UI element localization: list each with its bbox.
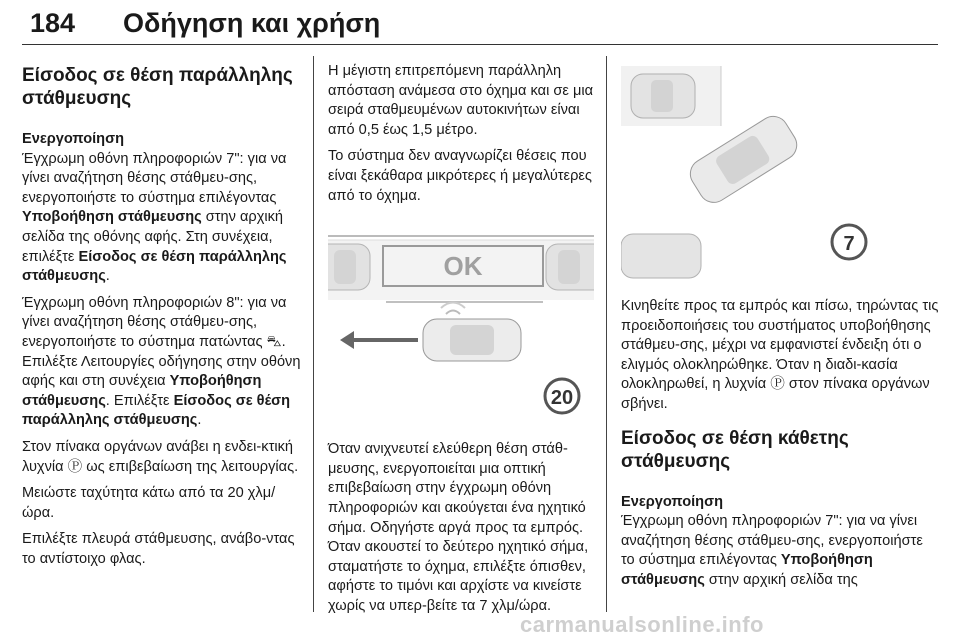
figure-step-badge: 7: [843, 233, 855, 255]
ok-label: OK: [443, 251, 483, 282]
column-2: [328, 52, 596, 624]
paragraph-recognition: Το σύστημα δεν αναγνωρίζει θέσεις που είναι ξεκάθαρα μικρότερες ή μεγαλύτερες από το όχημα.: [328, 148, 592, 204]
section-heading-perpendicular: Είσοδος σε θέση κάθετης στάθμευσης: [621, 427, 849, 472]
subheading-activation: Ενεργοποίηση: [22, 131, 124, 147]
page-number: 184: [30, 8, 76, 38]
parked-car-bottom: [621, 234, 701, 278]
parked-car-left: [328, 244, 370, 290]
moving-car: [423, 319, 521, 361]
page-header: [22, 6, 938, 42]
paragraph-maneuver: Κινηθείτε προς τα εμπρός και πίσω, τηρώντας τις προειδοποιήσεις του συστήματος υποβοήθησης στάθμευ-σης, μέχρι να εμφανιστεί ένδειξη ότι ο ελιγμός ολοκληρώθηκε. Όταν η διαδι-κασία ολοκληρωθεί, η λυχνία Ⓟ στον πίνακα οργάνων σβήνει.: [621, 298, 939, 412]
watermark: carmanualsonline.info: [520, 612, 764, 637]
paragraph-detection: Όταν ανιχνευτεί ελεύθερη θέση στάθ-μευσης, ενεργοποιείται μια οπτική επιβεβαίωση στην έγχρωμη οθόνη πληροφοριών και ακούγεται ένα ηχητικό σήμα. Οδηγήστε αργά προς τα εμπρός. Όταν ακουστεί το δεύτερο ηχητικό σήμα, σταματήστε το όχημα, επιλέξτε όπισθεν, αφήστε το τιμόνι και αρχίστε να κινείστε χωρίς να υπερ-βείτε τα 7 χλμ/ώρα.: [328, 441, 589, 614]
parking-button-icon: ⛍: [266, 333, 282, 350]
column-divider-2: [606, 56, 607, 612]
parking-lamp-icon: Ⓟ: [67, 458, 83, 475]
column-divider-1: [313, 56, 314, 612]
section-heading-parallel: Είσοδος σε θέση παράλληλης στάθμευσης: [22, 65, 293, 109]
paragraph-speed: Μειώστε ταχύτητα κάτω από τα 20 χλμ/ώρα.: [22, 485, 276, 521]
paragraph-7inch-2: Έγχρωμη οθόνη πληροφοριών 7": για να γίνει αναζήτηση θέσης στάθμευ-σης, ενεργοποιήστε το σύστημα επιλέγοντας Υποβοήθηση στάθμευσης στην αρχική σελίδα της: [621, 513, 923, 588]
paragraph-indicator: Στον πίνακα οργάνων ανάβει η ενδει-κτική λυχνία Ⓟ ως επιβεβαίωση της λειτουργίας.: [22, 438, 299, 475]
paragraph-7inch: Έγχρωμη οθόνη πληροφοριών 7": για να γίνει αναζήτηση θέσης στάθμευ-σης, ενεργοποιήστε το σύστημα επιλέγοντας Υποβοήθηση στάθμευσης στην αρχική σελίδα της οθόνης αφής. Στη συνέχεια, επιλέξτε Είσοδος σε θέση παράλληλης στάθμευσης.: [22, 150, 287, 285]
paragraph-side: Επιλέξτε πλευρά στάθμευσης, ανάβο-ντας το αντίστοιχο φλας.: [22, 531, 295, 567]
figure-parallel-maneuver: [621, 66, 879, 281]
chapter-title: Οδήγηση και χρήση: [123, 8, 381, 38]
figure-step-badge: 20: [550, 387, 574, 410]
column-3: [621, 52, 939, 598]
parked-car-top: [631, 74, 695, 118]
parking-lamp-icon: Ⓟ: [770, 376, 785, 393]
figure-parallel-search: [328, 216, 594, 426]
paragraph-distance: Η μέγιστη επιτρεπόμενη παράλληλη απόσταση ανάμεσα στο όχημα και σε μια σειρά σταθμευμένων αυτοκινήτων είναι από 0,5 έως 1,5 μέτρο.: [328, 63, 594, 138]
paragraph-8inch: Έγχρωμη οθόνη πληροφοριών 8": για να γίνει αναζήτηση θέσης στάθμευ-σης, ενεργοποιήστε το σύστημα πατώντας ⛍. Επιλέξτε Λειτουργίες οδήγησης στην οθόνη αφής και στη συνέχεια Υποβοήθηση στάθμευσης. Επιλέξτε Είσοδος σε θέση παράλληλης στάθμευσης.: [22, 294, 301, 429]
column-1: [22, 52, 302, 576]
header-rule: [22, 44, 938, 45]
parked-car-right: [546, 244, 594, 290]
subheading-activation-2: Ενεργοποίηση: [621, 493, 723, 510]
